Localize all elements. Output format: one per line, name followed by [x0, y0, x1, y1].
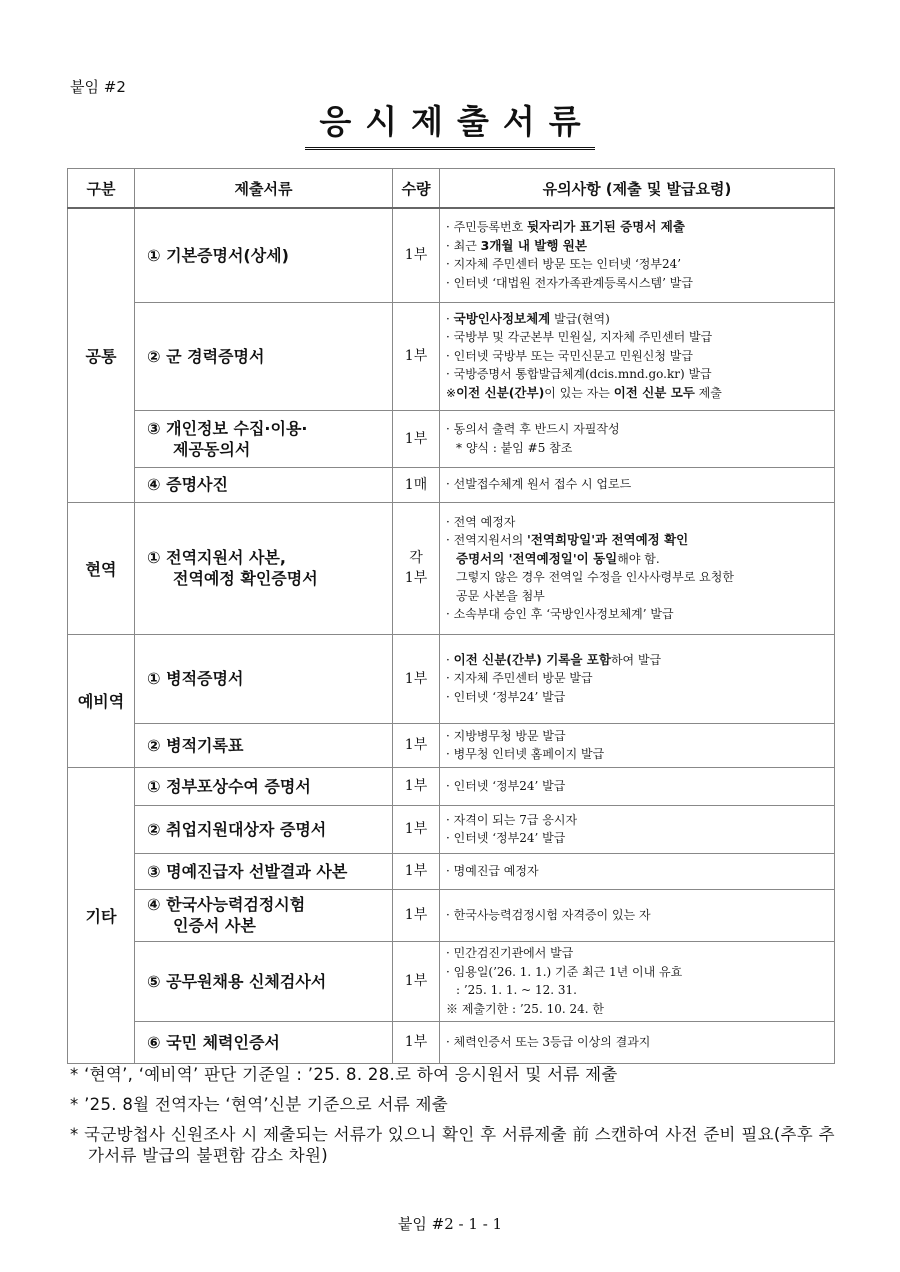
table-row	[68, 302, 835, 410]
document-name: ① 기본증명서(상세)	[135, 208, 393, 302]
quantity-cell: 1부	[393, 723, 440, 767]
note-line: · 전역지원서의 '전역희망일'과 전역예정 확인	[446, 532, 689, 547]
quantity-cell: 1부	[393, 805, 440, 853]
quantity-cell: 1부	[393, 634, 440, 723]
document-name: ⑥ 국민 체력인증서	[135, 1021, 393, 1063]
documents-table	[67, 168, 835, 1064]
table-row	[68, 634, 835, 723]
note-line: · 지자체 주민센터 방문 발급	[446, 671, 593, 686]
header-notes: 유의사항 (제출 및 발급요령)	[440, 169, 835, 209]
note-line: · 자격이 되는 7급 응시자	[446, 812, 578, 827]
quantity-cell: 1부	[393, 941, 440, 1021]
notes-cell	[440, 502, 835, 634]
document-name: ② 병적기록표	[135, 723, 393, 767]
category-cell: 기타	[68, 767, 135, 1063]
note-line: · 전역 예정자	[446, 514, 516, 529]
notes-cell	[440, 853, 835, 889]
note-line: · 선발접수체계 원서 접수 시 업로드	[446, 477, 632, 492]
notes-cell	[440, 805, 835, 853]
notes-cell	[440, 1021, 835, 1063]
table-row	[68, 889, 835, 941]
note-line: · 한국사능력검정시험 자격증이 있는 자	[446, 907, 651, 922]
note-line: · 인터넷 국방부 또는 국민신문고 민원신청 발급	[446, 348, 693, 363]
notes-cell	[440, 467, 835, 502]
quantity-cell: 1부	[393, 208, 440, 302]
note-line: · 동의서 출력 후 반드시 자필작성	[446, 422, 620, 436]
notes-cell	[440, 889, 835, 941]
notes-cell	[440, 634, 835, 723]
category-cell: 예비역	[68, 634, 135, 767]
note-line: 증명서의 '전역예정일'이 동일해야 함.	[456, 550, 660, 566]
note-line: · 지자체 주민센터 방문 또는 인터넷 ‘정부24’	[446, 257, 682, 272]
footnote: * ‘현역’, ‘예비역’ 판단 기준일 : ’25. 8. 28.로 하여 응시원서 및 서류 제출	[70, 1065, 618, 1084]
note-line: · 인터넷 ‘정부24’ 발급	[446, 778, 566, 793]
document-name: ① 병적증명서	[135, 634, 393, 723]
quantity-cell: 각 1부	[393, 502, 440, 634]
quantity-cell: 1부	[393, 302, 440, 410]
table-row	[68, 723, 835, 767]
footnote: * 국군방첩사 신원조사 시 제출되는 서류가 있으니 확인 후 서류제출 前 스캔하여 사전 준비 필요(추후 추가서류 발급의 불편함 감소 차원)	[70, 1125, 835, 1165]
note-line: · 체력인증서 또는 3등급 이상의 결과지	[446, 1034, 651, 1049]
header-quantity: 수량	[393, 169, 440, 209]
quantity-cell: 1부	[393, 1021, 440, 1063]
note-line: · 인터넷 ‘정부24’ 발급	[446, 831, 566, 845]
notes-cell	[440, 302, 835, 410]
table-row	[68, 208, 835, 302]
header-document: 제출서류	[135, 169, 393, 209]
notes-cell	[440, 208, 835, 302]
quantity-cell: 1부	[393, 853, 440, 889]
note-line: · 최근 3개월 내 발행 원본	[446, 237, 587, 253]
document-name: ① 정부포상수여 증명서	[135, 767, 393, 805]
table-row	[68, 853, 835, 889]
note-line: · 명예진급 예정자	[446, 863, 539, 878]
category-cell: 현역	[68, 502, 135, 634]
table-row	[68, 767, 835, 805]
table-row	[68, 1021, 835, 1063]
page-number: 붙임 #2 - 1 - 1	[397, 1215, 503, 1233]
note-line: · 인터넷 ‘대법원 전자가족관계등록시스템’ 발급	[446, 275, 693, 290]
note-line: · 소속부대 승인 후 ‘국방인사정보체계’ 발급	[446, 607, 674, 621]
page-title: 응시제출서류	[305, 96, 594, 150]
category-cell: 공통	[68, 208, 135, 502]
quantity-cell: 1부	[393, 889, 440, 941]
table-row	[68, 467, 835, 502]
note-line: · 지방병무청 방문 발급	[446, 728, 566, 743]
header-category: 구분	[68, 169, 135, 209]
quantity-cell: 1부	[393, 767, 440, 805]
notes-cell	[440, 941, 835, 1021]
note-line: 그렇지 않은 경우 전역일 수정을 인사사령부로 요청한	[456, 570, 734, 584]
footnotes	[70, 1064, 850, 1175]
note-line: · 인터넷 ‘정부24’ 발급	[446, 689, 566, 704]
table-row	[68, 941, 835, 1021]
notes-cell	[440, 723, 835, 767]
footnote: * ’25. 8월 전역자는 ‘현역’신분 기준으로 서류 제출	[70, 1095, 448, 1114]
note-line: · 국방인사정보체계 발급(현역)	[446, 310, 610, 326]
quantity-cell: 1매	[393, 467, 440, 502]
document-name: ⑤ 공무원채용 신체검사서	[135, 941, 393, 1021]
document-name: ④ 한국사능력검정시험 인증서 사본	[135, 889, 393, 941]
note-line: · 이전 신분(간부) 기록을 포함하여 발급	[446, 651, 662, 667]
note-line: ※이전 신분(간부)이 있는 자는 이전 신분 모두 제출	[446, 384, 722, 400]
notes-cell	[440, 767, 835, 805]
document-name: ① 전역지원서 사본, 전역예정 확인증명서	[135, 502, 393, 634]
table-row	[68, 805, 835, 853]
table-row	[68, 502, 835, 634]
note-line: · 주민등록번호 뒷자리가 표기된 증명서 제출	[446, 219, 685, 235]
note-line: · 민간검진기관에서 발급	[446, 946, 574, 960]
document-name: ② 취업지원대상자 증명서	[135, 805, 393, 853]
quantity-cell: 1부	[393, 410, 440, 467]
note-line: · 국방부 및 각군본부 민원실, 지자체 주민센터 발급	[446, 330, 713, 345]
table-row	[68, 410, 835, 467]
note-line: · 임용일(’26. 1. 1.) 기준 최근 1년 이내 유효	[446, 964, 683, 979]
note-line: * 양식 : 붙임 #5 참조	[456, 440, 573, 455]
note-line: · 병무청 인터넷 홈페이지 발급	[446, 747, 605, 761]
note-line: 공문 사본을 첨부	[456, 588, 545, 603]
document-name: ④ 증명사진	[135, 467, 393, 502]
document-name: ③ 개인정보 수집·이용· 제공동의서	[135, 410, 393, 467]
note-line: : ’25. 1. 1. ~ 12. 31.	[456, 983, 577, 997]
attachment-label: 붙임 #2	[70, 78, 126, 96]
document-name: ② 군 경력증명서	[135, 302, 393, 410]
document-name: ③ 명예진급자 선발결과 사본	[135, 853, 393, 889]
note-line: · 국방증명서 통합발급체계(dcis.mnd.go.kr) 발급	[446, 367, 712, 382]
table-header-row	[68, 169, 835, 209]
notes-cell	[440, 410, 835, 467]
note-line: ※ 제출기한 : ’25. 10. 24. 한	[446, 1001, 604, 1016]
